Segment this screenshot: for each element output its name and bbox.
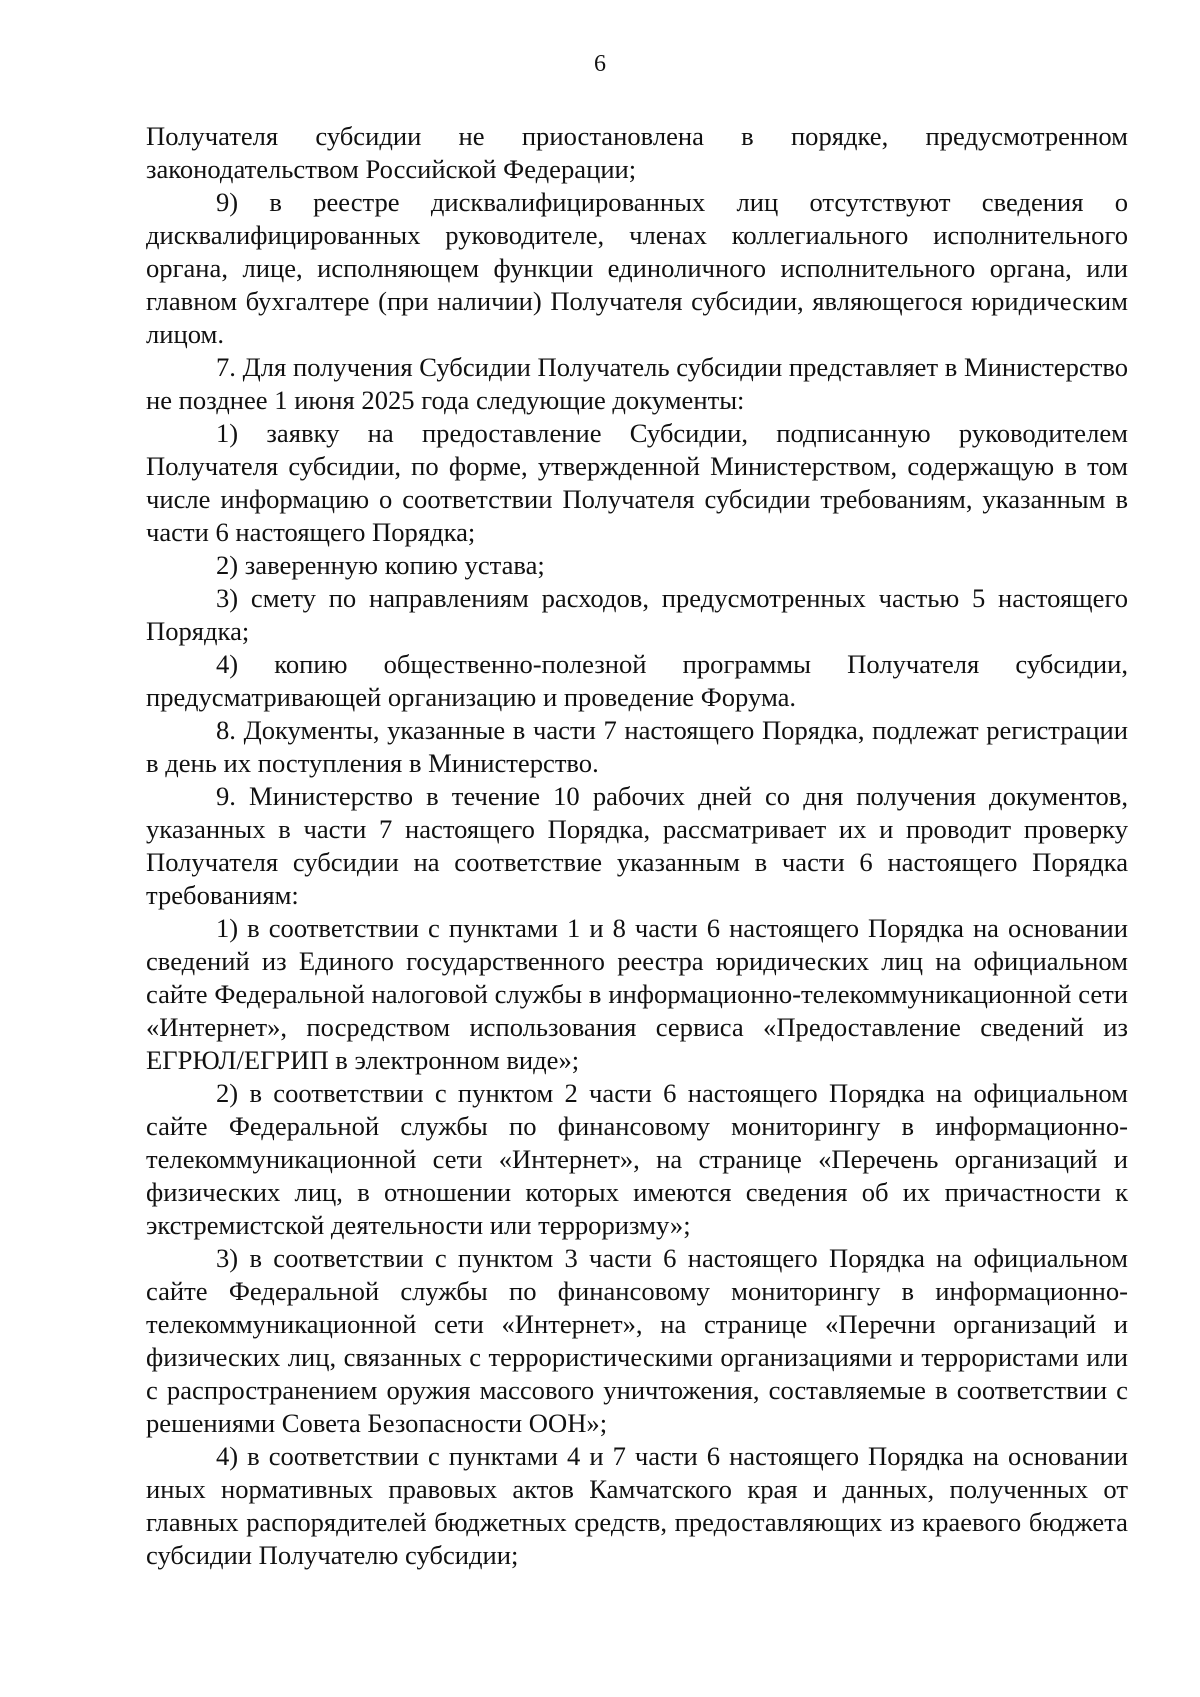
- paragraph: 3) смету по направлениям расходов, предусмотренных частью 5 настоящего Порядка;: [146, 583, 1128, 646]
- paragraph: Получателя субсидии не приостановлена в порядке, предусмотренном законодательством Российской Федерации;: [146, 121, 1128, 184]
- paragraph: 4) копию общественно-полезной программы Получателя субсидии, предусматривающей организацию и проведение Форума.: [146, 649, 1128, 712]
- paragraph: 3) в соответствии с пунктом 3 части 6 настоящего Порядка на официальном сайте Федеральной службы по финансовому мониторингу в информационно-телекоммуникационной сети «Интернет», на странице «Перечни организаций и физических лиц, связанных с террористическими организациями и террористами или с распространением оружия массового уничтожения, составляемые в соответствии с решениями Совета Безопасности ООН»;: [146, 1243, 1128, 1438]
- paragraph: 2) заверенную копию устава;: [216, 550, 545, 580]
- paragraph: 4) в соответствии с пунктами 4 и 7 части 6 настоящего Порядка на основании иных нормативных правовых актов Камчатского края и данных, полученных от главных распорядителей бюджетных средств, предоставляющих из краевого бюджета субсидии Получателю субсидии;: [146, 1441, 1128, 1570]
- paragraph: 1) в соответствии с пунктами 1 и 8 части 6 настоящего Порядка на основании сведений из Единого государственного реестра юридических лиц на официальном сайте Федеральной налоговой службы в информационно-телекоммуникационной сети «Интернет», посредством использования сервиса «Предоставление сведений из ЕГРЮЛ/ЕГРИП в электронном виде»;: [146, 913, 1128, 1075]
- paragraph: 2) в соответствии с пунктом 2 части 6 настоящего Порядка на официальном сайте Федеральной службы по финансовому мониторингу в информационно-телекоммуникационной сети «Интернет», на странице «Перечень организаций и физических лиц, в отношении которых имеются сведения об их причастности к экстремистской деятельности или терроризму»;: [146, 1078, 1128, 1240]
- paragraph: 9. Министерство в течение 10 рабочих дней со дня получения документов, указанных в части 7 настоящего Порядка, рассматривает их и проводит проверку Получателя субсидии на соответствие указанным в части 6 настоящего Порядка требованиям:: [146, 781, 1128, 910]
- page-number: 6: [594, 51, 606, 77]
- document-body: [146, 120, 1128, 1572]
- paragraph: 1) заявку на предоставление Субсидии, подписанную руководителем Получателя субсидии, по форме, утвержденной Министерством, содержащую в том числе информацию о соответствии Получателя субсидии требованиям, указанным в части 6 настоящего Порядка;: [146, 418, 1128, 547]
- paragraph: 8. Документы, указанные в части 7 настоящего Порядка, подлежат регистрации в день их поступления в Министерство.: [146, 715, 1128, 778]
- paragraph: 9) в реестре дисквалифицированных лиц отсутствуют сведения о дисквалифицированных руководителе, членах коллегиального исполнительного органа, лице, исполняющем функции единоличного исполнительного органа, или главном бухгалтере (при наличии) Получателя субсидии, являющегося юридическим лицом.: [146, 187, 1128, 349]
- paragraph: 7. Для получения Субсидии Получатель субсидии представляет в Министерство не позднее 1 июня 2025 года следующие документы:: [146, 352, 1128, 415]
